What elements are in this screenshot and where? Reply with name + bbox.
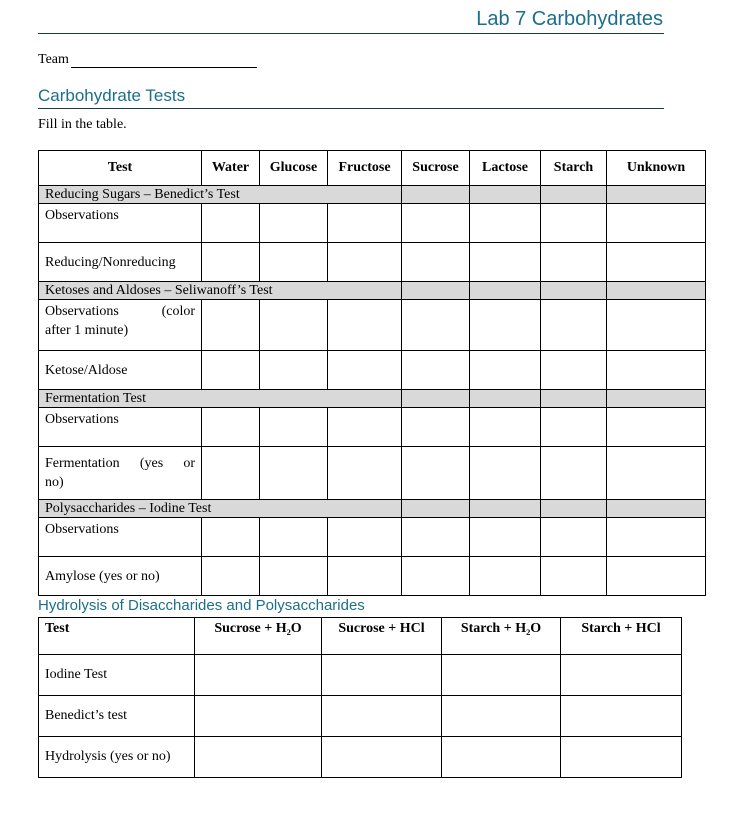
answer-cell[interactable] xyxy=(195,655,322,696)
answer-cell[interactable] xyxy=(402,447,470,500)
document-title: Lab 7 Carbohydrates xyxy=(476,8,663,30)
column-header: Fructose xyxy=(328,151,402,186)
answer-cell[interactable] xyxy=(328,518,402,557)
group-fill-cell xyxy=(470,282,541,300)
answer-cell[interactable] xyxy=(470,518,541,557)
answer-cell[interactable] xyxy=(322,696,442,737)
answer-cell[interactable] xyxy=(607,300,706,351)
team-field xyxy=(38,52,257,68)
answer-cell[interactable] xyxy=(541,408,607,447)
section-heading-carbohydrate-tests: Carbohydrate Tests xyxy=(38,86,186,105)
answer-cell[interactable] xyxy=(470,300,541,351)
test-group-header xyxy=(39,390,706,408)
column-header: Sucrose + H₂O xyxy=(195,618,322,655)
column-header: Test xyxy=(39,151,202,186)
answer-cell[interactable] xyxy=(470,408,541,447)
group-fill-cell xyxy=(607,282,706,300)
row-label: Reducing/Nonreducing xyxy=(39,243,202,282)
group-title: Fermentation Test xyxy=(39,390,328,408)
section-rule xyxy=(38,108,664,109)
answer-cell[interactable] xyxy=(202,447,260,500)
answer-cell[interactable] xyxy=(607,518,706,557)
answer-cell[interactable] xyxy=(322,737,442,778)
group-fill-cell xyxy=(470,186,541,204)
row-label: Observations xyxy=(39,408,202,447)
group-fill-cell xyxy=(607,390,706,408)
table-row xyxy=(39,655,682,696)
group-fill-cell xyxy=(402,390,470,408)
answer-cell[interactable] xyxy=(470,243,541,282)
answer-cell[interactable] xyxy=(607,447,706,500)
answer-cell[interactable] xyxy=(202,243,260,282)
column-header: Water xyxy=(202,151,260,186)
column-header: Starch xyxy=(541,151,607,186)
answer-cell[interactable] xyxy=(202,300,260,351)
test-group-header xyxy=(39,500,706,518)
column-header: Starch + HCl xyxy=(561,618,682,655)
answer-cell[interactable] xyxy=(260,518,328,557)
answer-cell[interactable] xyxy=(402,351,470,390)
answer-cell[interactable] xyxy=(541,204,607,243)
group-fill-cell xyxy=(402,500,470,518)
column-header: Sucrose xyxy=(402,151,470,186)
row-label-part: (color xyxy=(161,304,195,319)
column-header: Sucrose + HCl xyxy=(322,618,442,655)
answer-cell[interactable] xyxy=(260,243,328,282)
answer-cell[interactable] xyxy=(260,557,328,596)
table-row xyxy=(39,204,706,243)
answer-cell[interactable] xyxy=(202,518,260,557)
group-fill-cell xyxy=(328,186,402,204)
answer-cell[interactable] xyxy=(607,204,706,243)
answer-cell[interactable] xyxy=(328,243,402,282)
table-row xyxy=(39,518,706,557)
answer-cell[interactable] xyxy=(260,408,328,447)
hydrolysis-table xyxy=(38,617,682,778)
group-fill-cell xyxy=(541,390,607,408)
group-title: Polysaccharides – Iodine Test xyxy=(39,500,328,518)
answer-cell[interactable] xyxy=(328,557,402,596)
table-row xyxy=(39,447,706,500)
row-label-part: after 1 minute) xyxy=(45,323,129,338)
answer-cell[interactable] xyxy=(541,351,607,390)
carbohydrate-tests-table xyxy=(38,150,706,596)
answer-cell[interactable] xyxy=(541,518,607,557)
answer-cell[interactable] xyxy=(402,557,470,596)
column-header: Starch + H₂O xyxy=(442,618,561,655)
answer-cell[interactable] xyxy=(402,204,470,243)
answer-cell[interactable] xyxy=(202,204,260,243)
row-label: Benedict’s test xyxy=(39,696,195,737)
group-fill-cell xyxy=(402,186,470,204)
answer-cell[interactable] xyxy=(561,696,682,737)
answer-cell[interactable] xyxy=(607,243,706,282)
answer-cell[interactable] xyxy=(322,655,442,696)
group-fill-cell xyxy=(541,282,607,300)
answer-cell[interactable] xyxy=(607,351,706,390)
group-title: Reducing Sugars – Benedict’s Test xyxy=(39,186,328,204)
answer-cell[interactable] xyxy=(260,447,328,500)
answer-cell[interactable] xyxy=(607,557,706,596)
column-header: Glucose xyxy=(260,151,328,186)
group-fill-cell xyxy=(541,186,607,204)
table-row xyxy=(39,243,706,282)
table-row xyxy=(39,557,706,596)
answer-cell[interactable] xyxy=(541,447,607,500)
answer-cell[interactable] xyxy=(402,518,470,557)
answer-cell[interactable] xyxy=(202,557,260,596)
answer-cell[interactable] xyxy=(328,204,402,243)
column-header: Lactose xyxy=(470,151,541,186)
group-fill-cell xyxy=(328,282,402,300)
table-row xyxy=(39,696,682,737)
answer-cell[interactable] xyxy=(470,351,541,390)
column-header: Test xyxy=(39,618,195,655)
answer-cell[interactable] xyxy=(202,351,260,390)
answer-cell[interactable] xyxy=(470,447,541,500)
group-fill-cell xyxy=(328,500,402,518)
answer-cell[interactable] xyxy=(402,408,470,447)
group-fill-cell xyxy=(541,500,607,518)
title-rule xyxy=(38,33,664,34)
table-row xyxy=(39,408,706,447)
answer-cell[interactable] xyxy=(541,557,607,596)
group-fill-cell xyxy=(470,390,541,408)
group-fill-cell xyxy=(607,186,706,204)
row-label-part: Observations xyxy=(45,304,119,319)
team-input-line[interactable] xyxy=(71,53,257,68)
team-label: Team xyxy=(38,52,69,67)
section-heading-hydrolysis: Hydrolysis of Disaccharides and Polysaccharides xyxy=(38,597,365,614)
test-group-header xyxy=(39,282,706,300)
group-fill-cell xyxy=(402,282,470,300)
test-group-header xyxy=(39,186,706,204)
instruction-text: Fill in the table. xyxy=(38,117,127,132)
answer-cell[interactable] xyxy=(260,351,328,390)
row-label-part: no) xyxy=(45,475,64,490)
answer-cell[interactable] xyxy=(195,696,322,737)
table-row xyxy=(39,737,682,778)
answer-cell[interactable] xyxy=(202,408,260,447)
row-label: Observations xyxy=(39,518,202,557)
answer-cell[interactable] xyxy=(260,300,328,351)
group-fill-cell xyxy=(470,500,541,518)
row-label-part: Fermentation xyxy=(45,456,120,471)
answer-cell[interactable] xyxy=(442,655,561,696)
answer-cell[interactable] xyxy=(328,408,402,447)
answer-cell[interactable] xyxy=(328,447,402,500)
answer-cell[interactable] xyxy=(561,737,682,778)
answer-cell[interactable] xyxy=(541,243,607,282)
row-label-part: or xyxy=(183,456,195,471)
row-label: Iodine Test xyxy=(39,655,195,696)
answer-cell[interactable] xyxy=(328,351,402,390)
answer-cell[interactable] xyxy=(260,204,328,243)
group-title: Ketoses and Aldoses – Seliwanoff’s Test xyxy=(39,282,328,300)
table-row xyxy=(39,300,706,351)
answer-cell[interactable] xyxy=(541,300,607,351)
row-label: Ketose/Aldose xyxy=(39,351,202,390)
answer-cell[interactable] xyxy=(470,204,541,243)
answer-cell[interactable] xyxy=(607,408,706,447)
row-label: Hydrolysis (yes or no) xyxy=(39,737,195,778)
table-header-row xyxy=(39,151,706,186)
group-fill-cell xyxy=(328,390,402,408)
answer-cell[interactable] xyxy=(195,737,322,778)
group-fill-cell xyxy=(607,500,706,518)
answer-cell[interactable] xyxy=(442,737,561,778)
answer-cell[interactable] xyxy=(402,300,470,351)
row-label-part: (yes xyxy=(139,456,164,471)
answer-cell[interactable] xyxy=(470,557,541,596)
answer-cell[interactable] xyxy=(561,655,682,696)
row-label xyxy=(39,300,202,351)
row-label: Amylose (yes or no) xyxy=(39,557,202,596)
table-header-row xyxy=(39,618,682,655)
row-label xyxy=(39,447,202,500)
answer-cell[interactable] xyxy=(442,696,561,737)
column-header: Unknown xyxy=(607,151,706,186)
row-label: Observations xyxy=(39,204,202,243)
answer-cell[interactable] xyxy=(402,243,470,282)
table-row xyxy=(39,351,706,390)
answer-cell[interactable] xyxy=(328,300,402,351)
